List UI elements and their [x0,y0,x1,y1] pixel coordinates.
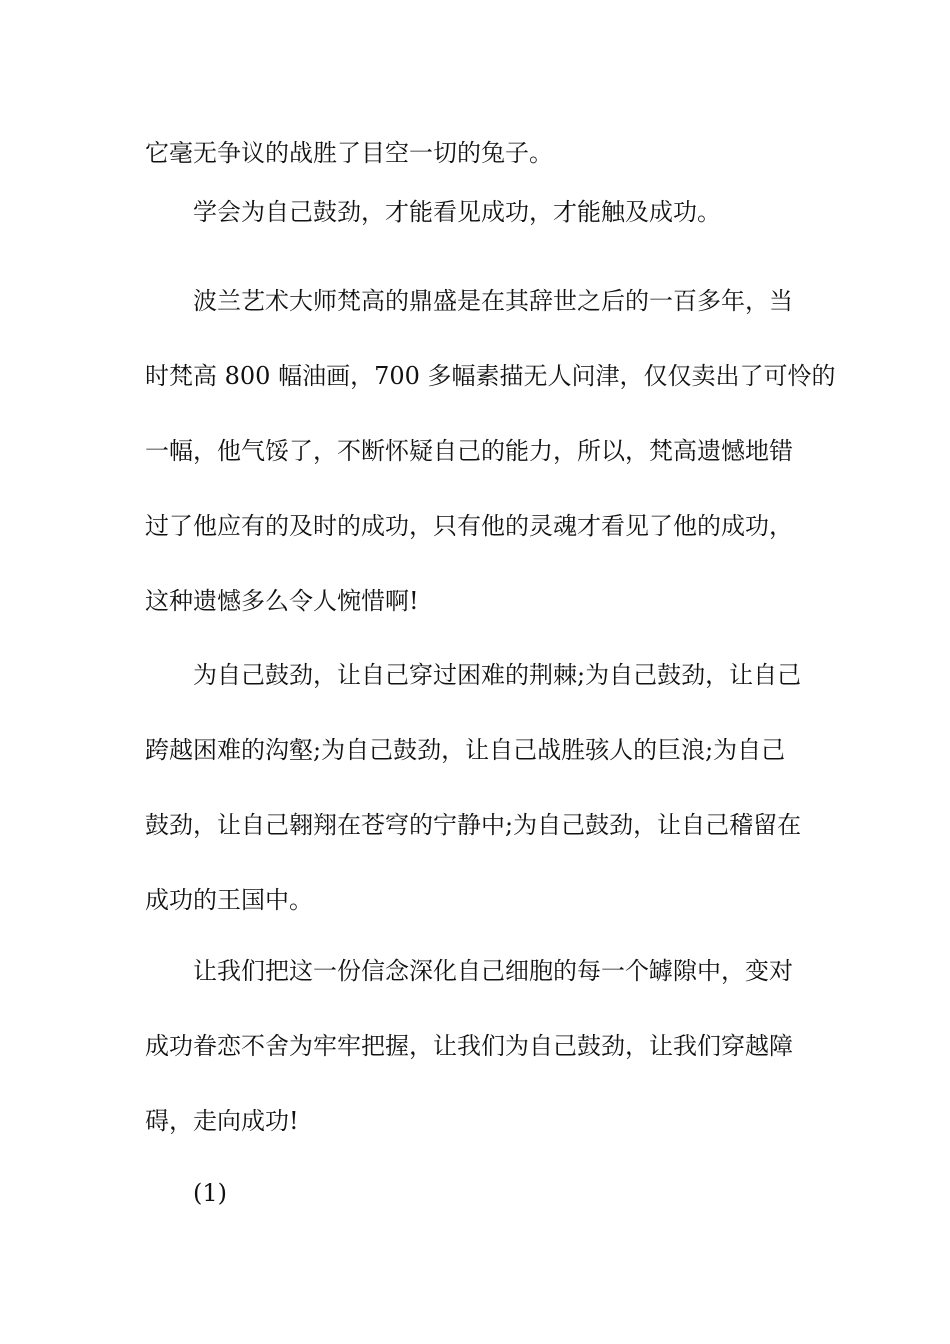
paragraph-line: 为自己鼓劲，让自己穿过困难的荆棘;为自己鼓劲，让自己 [193,661,802,689]
paragraph-4 [145,646,807,930]
paragraph-5 [145,942,807,1151]
paragraph-line: 鼓劲，让自己翱翔在苍穹的宁静中;为自己鼓劲，让自己稽留在 [145,811,802,839]
paragraph-line: 过了他应有的及时的成功，只有他的灵魂才看见了他的成功， [145,512,793,540]
paragraph-line: 跨越困难的沟壑;为自己鼓劲，让自己战胜骇人的巨浪;为自己 [145,736,786,764]
paragraph-line: 这种遗憾多么令人惋惜啊! [145,587,419,615]
paragraph-line: (1) [193,1179,227,1207]
paragraph-line: 成功的王国中。 [145,886,313,914]
paragraph-line: 时梵高 800 幅油画，700 多幅素描无人问津，仅仅卖出了可怜的 [145,362,836,390]
paragraph-3 [145,272,836,631]
paragraph-1 [145,124,807,183]
paragraph-line: 让我们把这一份信念深化自己细胞的每一个罅隙中，变对 [193,957,793,985]
paragraph-line: 碍，走向成功! [145,1107,299,1135]
paragraph-line: 一幅，他气馁了，不断怀疑自己的能力，所以，梵高遗憾地错 [145,437,793,465]
paragraph-line: 学会为自己鼓劲，才能看见成功，才能触及成功。 [193,198,721,226]
paragraph-2 [145,183,807,242]
paragraph-line: 波兰艺术大师梵高的鼎盛是在其辞世之后的一百多年，当 [193,287,793,315]
paragraph-line: 它毫无争议的战胜了目空一切的兔子。 [145,139,553,167]
paragraph-line: 成功眷恋不舍为牢牢把握，让我们为自己鼓劲，让我们穿越障 [145,1032,793,1060]
paragraph-6 [145,1164,807,1223]
